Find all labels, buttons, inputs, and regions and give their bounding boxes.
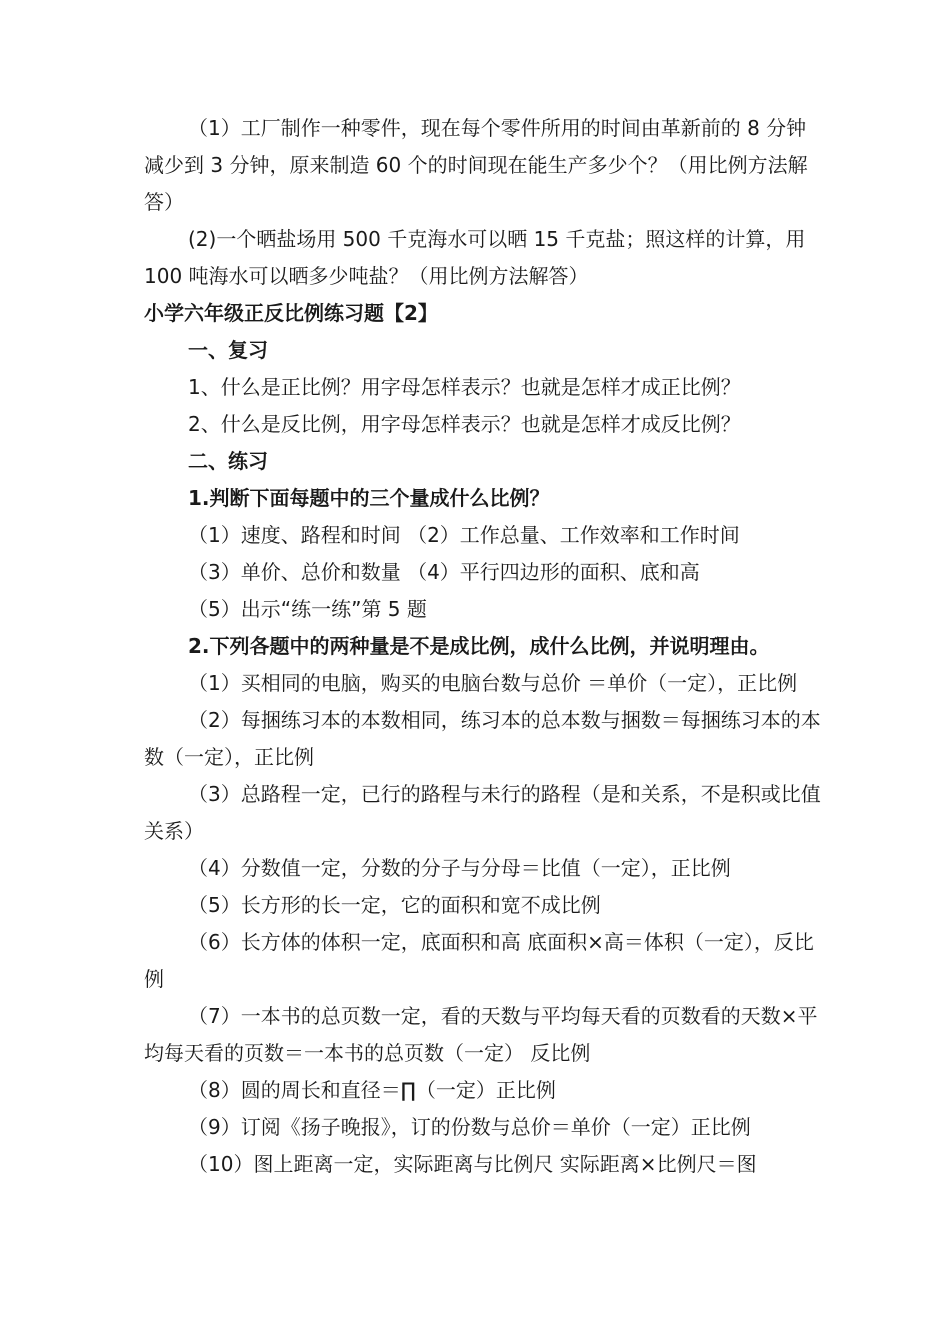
task-1-items-b: （3）单价、总价和数量 （4）平行四边形的面积、底和高: [188, 560, 700, 584]
review-question-2: 2、什么是反比例，用字母怎样表示？也就是怎样才成反比例？: [188, 412, 741, 436]
task-2-item-5: （5）长方形的长一定，它的面积和宽不成比例: [188, 893, 601, 917]
problem-1: （1）工厂制作一种零件，现在每个零件所用的时间由革新前的 8 分钟减少到 3 分钟，原来制造 60 个的时间现在能生产多少个？（用比例方法解答）: [144, 116, 808, 214]
document-body: [144, 110, 824, 1183]
task-2-item-9: （9）订阅《扬子晚报》，订的份数与总价＝单价（一定）正比例: [188, 1115, 751, 1139]
task-2-item-4: （4）分数值一定，分数的分子与分母＝比值（一定），正比例: [188, 856, 731, 880]
practice-task-1: 1.判断下面每题中的三个量成什么比例？: [188, 486, 550, 510]
problem-2: (2)一个晒盐场用 500 千克海水可以晒 15 千克盐；照这样的计算，用 100 吨海水可以晒多少吨盐？（用比例方法解答）: [144, 227, 806, 288]
review-question-1: 1、什么是正比例？用字母怎样表示？也就是怎样才成正比例？: [188, 375, 741, 399]
section-title: 小学六年级正反比例练习题【2】: [144, 301, 438, 325]
task-2-item-8: （8）圆的周长和直径＝∏（一定）正比例: [188, 1078, 556, 1102]
heading-practice: 二、练习: [188, 449, 268, 473]
heading-review: 一、复习: [188, 338, 268, 362]
practice-task-2: 2.下列各题中的两种量是不是成比例，成什么比例，并说明理由。: [188, 634, 770, 658]
task-2-item-1: （1）买相同的电脑，购买的电脑台数与总价 ＝单价（一定），正比例: [188, 671, 798, 695]
task-2-item-10: （10）图上距离一定，实际距离与比例尺 实际距离×比例尺＝图: [188, 1152, 757, 1176]
task-1-items-a: （1）速度、路程和时间 （2）工作总量、工作效率和工作时间: [188, 523, 740, 547]
task-2-item-6: （6）长方体的体积一定，底面积和高 底面积×高＝体积（一定），反比例: [144, 930, 814, 991]
task-1-items-c: （5）出示“练一练”第 5 题: [188, 597, 427, 621]
task-2-item-3: （3）总路程一定，已行的路程与未行的路程（是和关系，不是积或比值关系）: [144, 782, 821, 843]
task-2-item-2: （2）每捆练习本的本数相同，练习本的总本数与捆数＝每捆练习本的本数（一定），正比例: [144, 708, 821, 769]
task-2-item-7: （7）一本书的总页数一定，看的天数与平均每天看的页数看的天数×平均每天看的页数＝一本书的总页数（一定） 反比例: [144, 1004, 818, 1065]
